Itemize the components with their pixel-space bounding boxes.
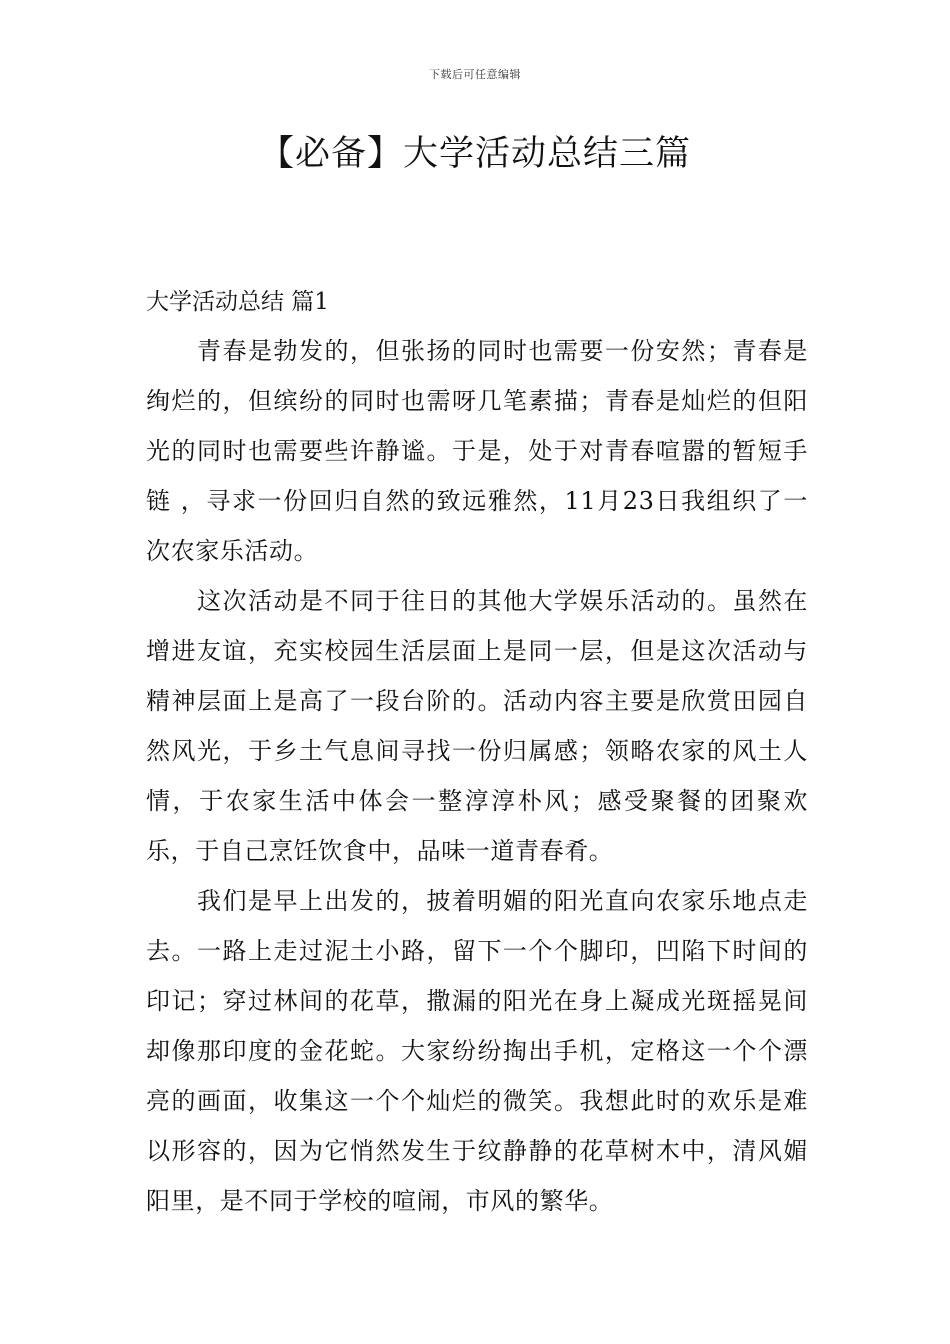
header-note: 下载后可任意编辑 bbox=[429, 68, 521, 81]
body-text bbox=[146, 326, 808, 1226]
document-title: 【必备】大学活动总结三篇 bbox=[258, 134, 691, 174]
section-heading: 大学活动总结 篇1 bbox=[146, 289, 329, 315]
paragraph-1: 青春是勃发的，但张扬的同时也需要一份安然；青春是绚烂的，但缤纷的同时也需呀几笔素描；青春是灿烂的但阳光的同时也需要些许静谧。于是，处于对青春喧嚣的暂短手链 ，寻求一份回归自然的致远雅然，11月23日我组织了一次农家乐活动。 bbox=[146, 337, 808, 565]
paragraph-2: 这次活动是不同于往日的其他大学娱乐活动的。虽然在增进友谊，充实校园生活层面上是同一层，但是这次活动与精神层面上是高了一段台阶的。活动内容主要是欣赏田园自然风光，于乡土气息间寻找一份归属感；领略农家的风土人情，于农家生活中体会一整淳淳朴风；感受聚餐的团聚欢乐，于自己烹饪饮食中，品味一道青春肴。 bbox=[146, 587, 808, 865]
paragraph-3: 我们是早上出发的，披着明媚的阳光直向农家乐地点走去。一路上走过泥土小路，留下一个个脚印，凹陷下时间的印记；穿过林间的花草，撒漏的阳光在身上凝成光斑摇晃间却像那印度的金花蛇。大家纷纷掏出手机，定格这一个个漂亮的画面，收集这一个个灿烂的微笑。我想此时的欢乐是难以形容的，因为它悄然发生于纹静静的花草树木中，清风媚阳里，是不同于学校的喧闹，市风的繁华。 bbox=[146, 887, 808, 1215]
